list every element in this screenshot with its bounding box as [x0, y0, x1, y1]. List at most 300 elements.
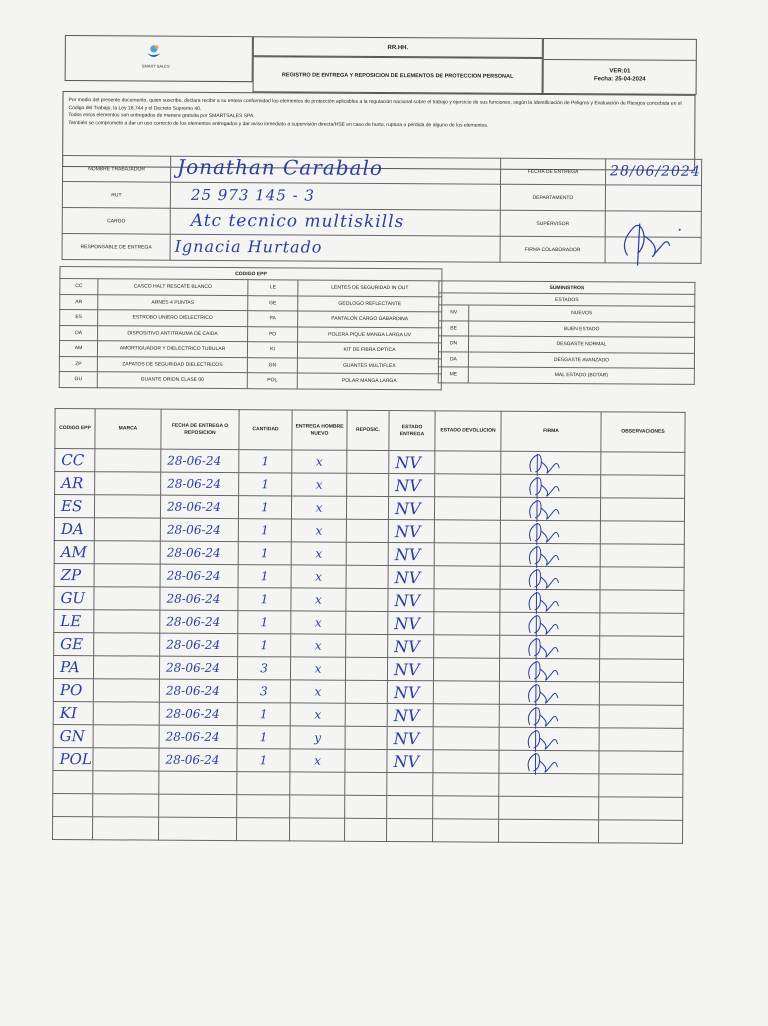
entry-qty: 1: [260, 592, 269, 607]
cell-qty[interactable]: [238, 496, 291, 519]
cell-date[interactable]: [159, 794, 237, 817]
entry-new: x: [314, 661, 322, 676]
cell-date[interactable]: [160, 564, 238, 587]
cell-sig[interactable]: [500, 589, 600, 613]
name-field[interactable]: [171, 156, 501, 184]
entry-code: PO: [59, 681, 83, 700]
entry-state: NV: [394, 521, 421, 541]
state-desc: BUEN ESTADO: [469, 321, 695, 338]
cell-repo[interactable]: [345, 795, 387, 818]
cell-obs[interactable]: [599, 682, 683, 706]
cell-marca[interactable]: [94, 564, 160, 587]
cell-sig[interactable]: [499, 750, 599, 774]
entry-new: x: [315, 546, 323, 561]
cell-sig[interactable]: [500, 543, 600, 567]
cell-marca[interactable]: [94, 518, 160, 541]
cell-code[interactable]: [55, 471, 95, 494]
cell-obs[interactable]: [599, 751, 683, 775]
cargo-field[interactable]: [170, 208, 500, 236]
cell-obs[interactable]: [601, 452, 685, 476]
cell-marca[interactable]: [95, 472, 161, 495]
cell-qty[interactable]: [237, 726, 290, 749]
entry-code: KI: [59, 704, 77, 723]
cell-dev[interactable]: [433, 681, 499, 704]
entry-qty: 1: [260, 569, 269, 584]
entry-state: NV: [395, 475, 421, 495]
state-code: NV: [439, 305, 469, 321]
cell-qty[interactable]: [237, 680, 290, 703]
epp-codes-table: [59, 266, 443, 390]
cell-marca[interactable]: [92, 817, 158, 840]
intro-paragraph: También se compromete a dar un uso correcto de los elementos entregados y dar aviso inmediato a supervisión directa/HSE en caso de hurto, ruptura o pérdida de alguno de los elementos.: [68, 119, 489, 129]
entry-date: 28-06-24: [165, 706, 220, 721]
entry-code: PA: [59, 658, 80, 677]
cell-repo[interactable]: [345, 726, 387, 749]
cell-sig[interactable]: [499, 704, 599, 728]
code-desc: ARNES 4 PUNTAS: [98, 294, 248, 310]
cell-sig[interactable]: [500, 635, 600, 659]
header-logo-cell: [65, 35, 253, 82]
entry-new: x: [315, 477, 323, 492]
cell-qty[interactable]: [238, 634, 291, 657]
code-cell: GN: [247, 357, 297, 373]
cell-date[interactable]: [160, 541, 238, 564]
date-field[interactable]: [606, 159, 702, 186]
worker-rut: 25 973 145 - 3: [190, 185, 316, 205]
cell-code[interactable]: [52, 816, 92, 839]
cell-dev[interactable]: [433, 750, 499, 773]
cell-obs[interactable]: [599, 659, 683, 683]
delivery-date: 28/06/2024: [610, 163, 701, 180]
code-cell: GU: [59, 372, 97, 388]
code-cell: POL: [247, 373, 297, 389]
code-desc: POLAR MANGA LARGA: [297, 373, 441, 389]
entry-new: x: [314, 753, 321, 768]
responsible-name: Ignacia Hurtado: [174, 236, 323, 257]
cell-repo[interactable]: [344, 818, 386, 841]
cell-dev[interactable]: [434, 612, 500, 635]
cell-state[interactable]: [388, 635, 434, 658]
cell-sig[interactable]: [500, 612, 600, 636]
entry-qty: 1: [259, 707, 268, 722]
entry-state: NV: [393, 659, 420, 679]
state-code: DN: [438, 336, 468, 352]
entry-date: 28-06-24: [165, 729, 220, 744]
code-desc: GUANTES MULTIFLEX: [297, 357, 441, 373]
state-code: BE: [439, 320, 469, 336]
cell-marca[interactable]: [93, 656, 159, 679]
department-label: DEPARTAMENTO: [500, 184, 605, 211]
col-header: OBSERVACIONES: [601, 412, 685, 453]
state-desc: NUEVOS: [469, 305, 695, 322]
cell-qty[interactable]: [238, 565, 291, 588]
cell-code[interactable]: [54, 517, 94, 540]
code-cell: AR: [60, 294, 98, 310]
cell-repo[interactable]: [346, 565, 388, 588]
cell-qty[interactable]: [237, 657, 290, 680]
col-header: FIRMA: [501, 411, 601, 452]
cell-new[interactable]: [290, 680, 345, 703]
code-cell: DA: [60, 325, 98, 341]
cell-code[interactable]: [53, 724, 93, 747]
cell-code[interactable]: [54, 609, 94, 632]
entry-new: y: [314, 730, 322, 745]
cell-repo[interactable]: [345, 703, 387, 726]
entry-new: x: [315, 500, 323, 515]
cell-new[interactable]: [291, 496, 346, 519]
cell-state[interactable]: [387, 727, 433, 750]
entry-code: LE: [60, 612, 82, 631]
cell-qty[interactable]: [237, 749, 290, 772]
col-header: FECHA DE ENTREGA O REPOSICION: [161, 409, 239, 449]
cell-dev[interactable]: [433, 727, 499, 750]
responsible-label: RESPONSABLE DE ENTREGA: [62, 234, 170, 261]
cell-marca[interactable]: [95, 449, 161, 472]
cell-qty[interactable]: [238, 611, 291, 634]
entry-state: NV: [393, 705, 420, 725]
cell-code[interactable]: [53, 747, 93, 770]
cell-new[interactable]: [290, 795, 345, 818]
supplies-title: SUMINISTROS: [439, 281, 695, 295]
code-cell: LE: [248, 280, 298, 296]
cell-dev[interactable]: [434, 520, 500, 543]
cell-date[interactable]: [160, 518, 238, 541]
entry-state: NV: [394, 590, 421, 610]
cell-code[interactable]: [53, 770, 93, 793]
department-field[interactable]: [605, 185, 701, 212]
cell-marca[interactable]: [94, 610, 160, 633]
cell-state[interactable]: [389, 474, 435, 497]
entry-date: 28-06-24: [166, 568, 221, 584]
company-logo-icon: [145, 43, 163, 61]
cell-date[interactable]: [159, 679, 237, 702]
worker-signature-icon: [609, 215, 689, 267]
entry-new: x: [314, 615, 322, 630]
cell-new[interactable]: [292, 473, 347, 496]
cell-repo[interactable]: [347, 450, 389, 473]
entry-date: 28-06-24: [166, 660, 221, 676]
cell-state[interactable]: [388, 520, 434, 543]
entry-state: NV: [394, 567, 421, 587]
cell-code[interactable]: [53, 678, 93, 701]
entry-new: x: [314, 638, 322, 653]
cell-sig[interactable]: [499, 796, 599, 820]
cell-obs[interactable]: [599, 705, 683, 729]
code-desc: PANTALON CARGO GABARDINA: [298, 311, 442, 327]
code-desc: GUANTE ORION CLASE 00: [97, 372, 247, 388]
entry-date: 28-06-24: [165, 752, 220, 767]
cell-marca[interactable]: [94, 495, 160, 518]
cell-repo[interactable]: [346, 519, 388, 542]
entry-new: x: [314, 684, 322, 699]
cell-dev[interactable]: [432, 819, 498, 842]
cell-date[interactable]: [159, 748, 237, 771]
cell-qty[interactable]: [237, 795, 290, 818]
cell-obs[interactable]: [600, 590, 684, 614]
cell-date[interactable]: [160, 587, 238, 610]
cell-new[interactable]: [290, 657, 345, 680]
cell-marca[interactable]: [93, 771, 159, 794]
entry-date: 28-06-24: [166, 545, 221, 561]
cell-code[interactable]: [54, 586, 94, 609]
entry-date: 28-06-24: [166, 637, 221, 653]
cell-date[interactable]: [160, 610, 238, 633]
cell-qty[interactable]: [239, 473, 292, 496]
version-date: Fecha: 25-04-2024: [593, 76, 646, 83]
code-cell: AM: [59, 341, 97, 357]
cell-code[interactable]: [54, 540, 94, 563]
entry-qty: 3: [260, 684, 268, 699]
version-label: VER:01: [609, 68, 631, 75]
entry-state: NV: [394, 498, 421, 518]
cell-dev[interactable]: [434, 635, 500, 658]
cell-dev[interactable]: [434, 566, 500, 589]
cell-qty[interactable]: [238, 588, 291, 611]
code-cell: GE: [248, 295, 298, 311]
codes-title: CODIGO EPP: [60, 267, 442, 281]
states-title: ESTADOS: [439, 293, 695, 307]
name-label: NOMBRE TRABAJADOR: [63, 156, 171, 183]
cell-repo[interactable]: [345, 772, 387, 795]
date-label: FECHA DE ENTREGA: [501, 158, 606, 185]
cell-repo[interactable]: [346, 611, 388, 634]
entry-code: GU: [60, 589, 86, 608]
cell-state[interactable]: [387, 704, 433, 727]
cell-date[interactable]: [160, 633, 238, 656]
entry-code: ES: [60, 497, 83, 516]
cell-obs[interactable]: [599, 774, 683, 798]
entry-qty: 1: [261, 523, 269, 538]
cell-marca[interactable]: [93, 794, 159, 817]
cell-code[interactable]: [54, 632, 94, 655]
cell-repo[interactable]: [346, 588, 388, 611]
cell-new[interactable]: [290, 726, 345, 749]
cell-repo[interactable]: [347, 473, 389, 496]
cell-repo[interactable]: [345, 680, 387, 703]
entry-code: CC: [61, 451, 85, 470]
cell-state[interactable]: [388, 566, 434, 589]
cell-state[interactable]: [387, 658, 433, 681]
state-code: ME: [438, 367, 468, 383]
entry-qty: 1: [259, 730, 268, 745]
cell-qty[interactable]: [238, 519, 291, 542]
cell-qty[interactable]: [237, 772, 290, 795]
cell-date[interactable]: [160, 495, 238, 518]
cell-state[interactable]: [388, 612, 434, 635]
cell-repo[interactable]: [346, 542, 388, 565]
cell-obs[interactable]: [600, 636, 684, 660]
cell-dev[interactable]: [433, 773, 499, 796]
cell-date[interactable]: [158, 817, 236, 840]
entry-code: GN: [59, 727, 85, 746]
entry-code: GE: [60, 635, 84, 654]
cell-obs[interactable]: [600, 613, 684, 637]
cell-obs[interactable]: [600, 567, 684, 591]
entry-new: x: [314, 707, 322, 722]
cell-marca[interactable]: [93, 748, 159, 771]
cell-code[interactable]: [55, 448, 95, 471]
entry-qty: 1: [260, 546, 269, 561]
cell-obs[interactable]: [599, 728, 683, 752]
cell-obs[interactable]: [600, 521, 684, 545]
cell-dev[interactable]: [433, 658, 499, 681]
cell-new[interactable]: [290, 703, 345, 726]
table-row-empty: [52, 816, 682, 843]
header-version-cell: [543, 38, 697, 95]
page-title: REGISTRO DE ENTREGA Y REPOSICION DE ELEMENTOS DE PROTECCION PERSONAL: [253, 56, 543, 94]
cell-sig[interactable]: [500, 520, 600, 544]
cell-marca[interactable]: [94, 633, 160, 656]
cell-state[interactable]: [388, 497, 434, 520]
entry-state: NV: [394, 613, 420, 633]
cell-dev[interactable]: [434, 497, 500, 520]
entry-state: NV: [394, 544, 421, 564]
worker-name: Jonathan Carabalo: [177, 154, 384, 180]
cell-new[interactable]: [291, 611, 346, 634]
cell-sig[interactable]: [501, 451, 601, 475]
cell-dev[interactable]: [433, 704, 499, 727]
code-cell: PA: [248, 311, 298, 327]
cell-date[interactable]: [159, 725, 237, 748]
code-cell: CC: [60, 279, 98, 295]
cell-state[interactable]: [387, 796, 433, 819]
cell-marca[interactable]: [94, 541, 160, 564]
supervisor-label: SUPERVISOR: [500, 210, 605, 237]
state-desc: MAL ESTADO (BOTAR): [468, 367, 694, 384]
cell-code[interactable]: [53, 655, 93, 678]
cell-state[interactable]: [388, 589, 434, 612]
cell-new[interactable]: [290, 772, 345, 795]
cell-marca[interactable]: [93, 679, 159, 702]
col-header: ENTREGA HOMBRE NUEVO: [292, 410, 347, 450]
code-desc: POLERA PIQUE MANGA LARGA UV: [298, 326, 442, 342]
cell-sig[interactable]: [499, 681, 599, 705]
cell-dev[interactable]: [435, 451, 501, 474]
code-desc: DISPOSITIVO ANTITRAUMA DE CAIDA: [98, 325, 248, 341]
cell-code[interactable]: [54, 563, 94, 586]
code-desc: ZAPATOS DE SEGURIDAD DIELECTRICOS: [97, 356, 247, 372]
entry-qty: 1: [261, 477, 270, 492]
cell-sig[interactable]: [500, 566, 600, 590]
cell-new[interactable]: [292, 450, 347, 473]
cell-new[interactable]: [290, 749, 345, 772]
cell-date[interactable]: [161, 472, 239, 495]
cell-state[interactable]: [387, 750, 433, 773]
cell-state[interactable]: [387, 681, 433, 704]
cell-date[interactable]: [159, 656, 237, 679]
cell-new[interactable]: [291, 588, 346, 611]
entry-date: 28-06-24: [166, 522, 221, 538]
cell-state[interactable]: [388, 543, 434, 566]
delivery-table: [52, 408, 686, 844]
cell-qty[interactable]: [236, 818, 289, 841]
cell-code[interactable]: [54, 494, 94, 517]
cell-sig[interactable]: [499, 727, 599, 751]
cell-state[interactable]: [389, 451, 435, 474]
entry-new: x: [315, 592, 322, 607]
signature-label: FIRMA COLABORADOR: [500, 236, 605, 263]
worker-cargo: Atc tecnico multiskills: [190, 210, 405, 233]
cell-qty[interactable]: [237, 703, 290, 726]
code-cell: KI: [247, 342, 297, 358]
entry-qty: 1: [261, 500, 269, 515]
cell-obs[interactable]: [599, 797, 683, 821]
cell-marca[interactable]: [94, 587, 160, 610]
cell-sig[interactable]: [500, 497, 600, 521]
cell-date[interactable]: [161, 449, 239, 472]
cell-sig[interactable]: [501, 474, 601, 498]
cell-sig[interactable]: [498, 819, 598, 843]
code-cell: PO: [248, 326, 298, 342]
worker-signature-field[interactable]: [605, 237, 701, 264]
intro-paragraph: Por medio del presente documento, quien suscribe, declara recibir a su entera conformidad los elementos de protección aplicables a la regulación nacional sobre el trabajo y ejercicio de sus funciones, según la Identificación de Peligros y Evaluación de Riesgos concebida en el Código del Trabajo, la Ley 16.744 y el Decreto Supremo 40.: [68, 97, 682, 112]
cell-sig[interactable]: [499, 658, 599, 682]
cell-marca[interactable]: [93, 725, 159, 748]
cell-dev[interactable]: [433, 796, 499, 819]
cell-qty[interactable]: [239, 450, 292, 473]
cell-repo[interactable]: [346, 634, 388, 657]
cell-repo[interactable]: [346, 496, 388, 519]
cell-new[interactable]: [291, 542, 346, 565]
entry-date: 28-06-24: [166, 591, 221, 607]
cell-obs[interactable]: [601, 475, 685, 499]
cell-code[interactable]: [53, 701, 93, 724]
entry-state: NV: [394, 636, 420, 656]
entry-qty: 1: [259, 753, 268, 768]
col-header: ESTADO DEVOLUCION: [435, 411, 501, 451]
rut-field[interactable]: [170, 182, 500, 210]
entry-qty: 1: [260, 615, 269, 630]
cell-dev[interactable]: [434, 543, 500, 566]
code-cell: ES: [60, 310, 98, 326]
entry-code: ZP: [60, 566, 82, 585]
cell-obs[interactable]: [598, 820, 682, 844]
entry-state: NV: [393, 728, 420, 748]
state-code: DA: [438, 351, 468, 367]
entry-code: AM: [60, 543, 88, 562]
cell-date[interactable]: [159, 702, 237, 725]
cell-state[interactable]: [386, 819, 432, 842]
entry-date: 28-06-24: [165, 683, 220, 699]
cell-obs[interactable]: [600, 544, 684, 568]
header-dept: RR.HH.: [253, 36, 543, 58]
cell-new[interactable]: [291, 519, 346, 542]
cell-dev[interactable]: [435, 474, 501, 497]
entry-date: 28-06-24: [167, 453, 222, 469]
cell-new[interactable]: [289, 818, 344, 841]
supplies-states-table: [438, 280, 696, 384]
cell-obs[interactable]: [600, 498, 684, 522]
cell-qty[interactable]: [238, 542, 291, 565]
cell-repo[interactable]: [345, 749, 387, 772]
cell-repo[interactable]: [345, 657, 387, 680]
cell-sig[interactable]: [499, 773, 599, 797]
cell-new[interactable]: [291, 634, 346, 657]
cell-dev[interactable]: [434, 589, 500, 612]
col-header: MARCA: [95, 409, 161, 449]
cell-new[interactable]: [291, 565, 346, 588]
entry-qty: 1: [261, 454, 270, 469]
entry-date: 28-06-24: [166, 499, 221, 515]
entry-state: NV: [393, 751, 420, 771]
cell-date[interactable]: [159, 771, 237, 794]
cell-state[interactable]: [387, 773, 433, 796]
cell-code[interactable]: [53, 793, 93, 816]
entry-date: 28-06-24: [166, 614, 221, 630]
entry-qty: 3: [260, 661, 268, 676]
responsible-field[interactable]: [170, 234, 500, 262]
cell-marca[interactable]: [93, 702, 159, 725]
